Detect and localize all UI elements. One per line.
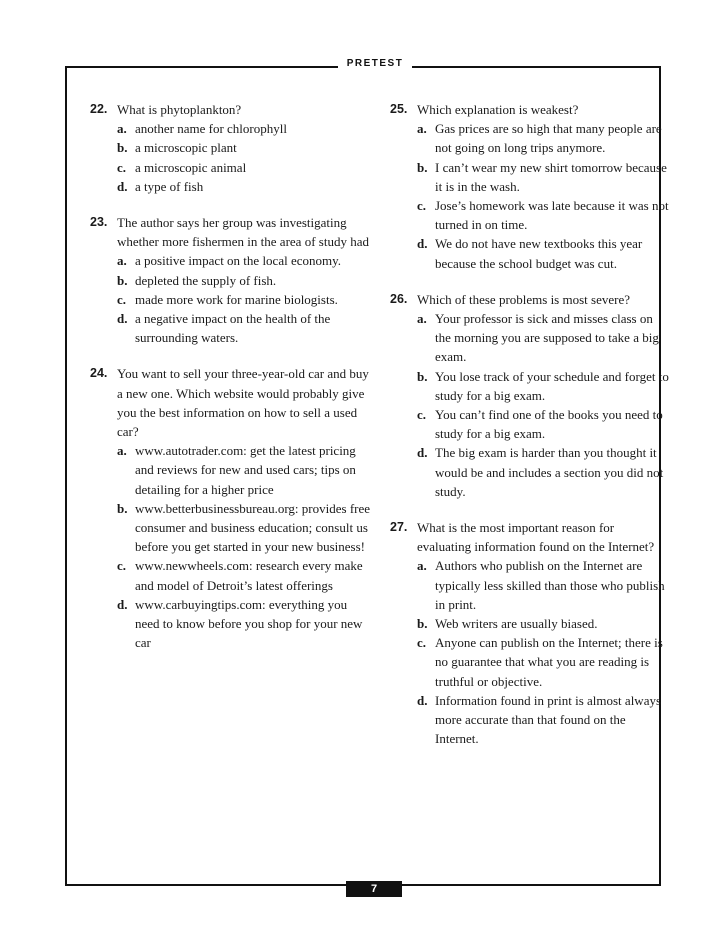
- answer-option-c: [390, 405, 670, 443]
- option-label: d.: [417, 445, 428, 461]
- option-text: a microscopic plant: [135, 140, 237, 156]
- answer-option-a: [390, 119, 670, 157]
- option-text: a microscopic animal: [135, 159, 247, 175]
- option-text: Jose’s homework was late because it was not turned in on time.: [435, 198, 669, 233]
- answer-option-a: [390, 309, 670, 367]
- option-text: Authors who publish on the Internet are typically less skilled than those who publish in print.: [435, 558, 665, 612]
- option-label: b.: [417, 616, 428, 632]
- right-column: [390, 100, 670, 766]
- answer-option-d: [90, 595, 370, 653]
- option-text: a type of fish: [135, 178, 204, 194]
- option-text: Your professor is sick and misses class on the morning you are supposed to take a big exam.: [435, 311, 659, 365]
- question-26: [390, 290, 670, 501]
- option-label: a.: [117, 121, 127, 137]
- answer-option-d: [90, 309, 370, 347]
- option-label: b.: [117, 272, 128, 288]
- option-label: c.: [117, 558, 127, 574]
- question-number: 24.: [90, 366, 108, 381]
- answer-option-c: [90, 556, 370, 594]
- answer-option-b: [90, 271, 370, 290]
- question-number: 22.: [90, 102, 108, 116]
- option-text: www.betterbusinessbureau.org: provides free consumer and business education; consult us before you get started in your new business!: [135, 500, 371, 555]
- question-stem: What is the most important reason for evaluating information found on the Internet?: [417, 520, 655, 555]
- question-stem: You want to sell your three-year-old car and buy a new one. Which website would probably give you the best information on how to sell a used car?: [117, 366, 369, 440]
- answer-option-c: [390, 196, 670, 234]
- question-stem: Which of these problems is most severe?: [417, 291, 630, 307]
- option-label: b.: [117, 500, 128, 516]
- option-text: made more work for marine biologists.: [135, 291, 338, 307]
- option-label: b.: [117, 140, 128, 156]
- option-text: another name for chlorophyll: [135, 121, 287, 137]
- answer-option-c: [90, 290, 370, 309]
- option-text: depleted the supply of fish.: [135, 272, 277, 288]
- question-number: 25.: [390, 102, 408, 116]
- answer-option-a: [90, 441, 370, 499]
- answer-option-b: [390, 367, 670, 405]
- option-text: a negative impact on the health of the surrounding waters.: [135, 311, 331, 346]
- question-number: 23.: [90, 215, 108, 230]
- option-text: Gas prices are so high that many people are not going on long trips anymore.: [435, 121, 662, 156]
- option-text: The big exam is harder than you thought it would be and includes a section you did not study.: [435, 445, 664, 499]
- answer-option-d: [390, 234, 670, 272]
- option-label: a.: [417, 558, 427, 574]
- answer-option-a: [90, 251, 370, 270]
- question-25: [390, 100, 670, 273]
- option-label: c.: [417, 407, 427, 423]
- option-label: c.: [417, 198, 427, 214]
- question-24: [90, 364, 370, 652]
- option-label: c.: [417, 635, 427, 651]
- option-label: b.: [417, 159, 428, 175]
- option-text: www.newwheels.com: research every make and model of Detroit’s latest offerings: [135, 558, 363, 593]
- question-27: [390, 518, 670, 748]
- option-label: a.: [117, 443, 127, 459]
- option-label: d.: [417, 692, 428, 708]
- option-label: d.: [417, 236, 428, 252]
- question-number: 27.: [390, 520, 408, 535]
- option-text: You can’t find one of the books you need to study for a big exam.: [435, 407, 663, 442]
- option-text: a positive impact on the local economy.: [135, 253, 342, 269]
- option-label: a.: [417, 121, 427, 137]
- option-text: Anyone can publish on the Internet; there is no guarantee that what you are reading is truthful or objective.: [435, 635, 663, 689]
- option-label: d.: [117, 178, 128, 194]
- answer-option-a: [90, 119, 370, 138]
- option-text: I can’t wear my new shirt tomorrow because it is in the wash.: [435, 159, 667, 194]
- answer-option-d: [390, 691, 670, 749]
- page-number: 7: [346, 881, 402, 897]
- question-stem: Which explanation is weakest?: [417, 102, 579, 117]
- header-rule-left: [65, 66, 338, 68]
- option-text: Web writers are usually biased.: [435, 616, 598, 632]
- question-stem: The author says her group was investigating whether more fishermen in the area of study had: [117, 215, 369, 250]
- answer-option-d: [90, 177, 370, 196]
- answer-option-c: [390, 633, 670, 691]
- option-text: www.autotrader.com: get the latest pricing and reviews for new and used cars; tips on detailing for a higher price: [135, 443, 356, 497]
- option-text: www.carbuyingtips.com: everything you need to know before you shop for your new car: [135, 596, 363, 651]
- option-text: You lose track of your schedule and forget to study for a big exam.: [435, 368, 669, 403]
- answer-option-b: [90, 499, 370, 557]
- answer-option-b: [390, 614, 670, 633]
- question-23: [90, 213, 370, 347]
- question-22: [90, 100, 370, 196]
- running-header: PRETEST: [346, 58, 404, 69]
- option-label: d.: [117, 311, 128, 327]
- option-label: d.: [117, 596, 128, 612]
- option-label: a.: [117, 253, 127, 269]
- answer-option-b: [390, 158, 670, 196]
- header-rule-right: [412, 66, 661, 68]
- answer-option-d: [390, 443, 670, 501]
- option-label: b.: [417, 368, 428, 384]
- question-stem: What is phytoplankton?: [117, 102, 242, 117]
- answer-option-c: [90, 158, 370, 177]
- option-label: a.: [417, 311, 427, 327]
- option-text: Information found in print is almost always more accurate than that found on the Internet.: [435, 692, 662, 747]
- option-text: We do not have new textbooks this year because the school budget was cut.: [435, 236, 643, 271]
- option-label: c.: [117, 159, 127, 175]
- left-column: [90, 100, 370, 669]
- option-label: c.: [117, 291, 127, 307]
- answer-option-b: [90, 138, 370, 157]
- question-number: 26.: [390, 291, 408, 306]
- answer-option-a: [390, 556, 670, 614]
